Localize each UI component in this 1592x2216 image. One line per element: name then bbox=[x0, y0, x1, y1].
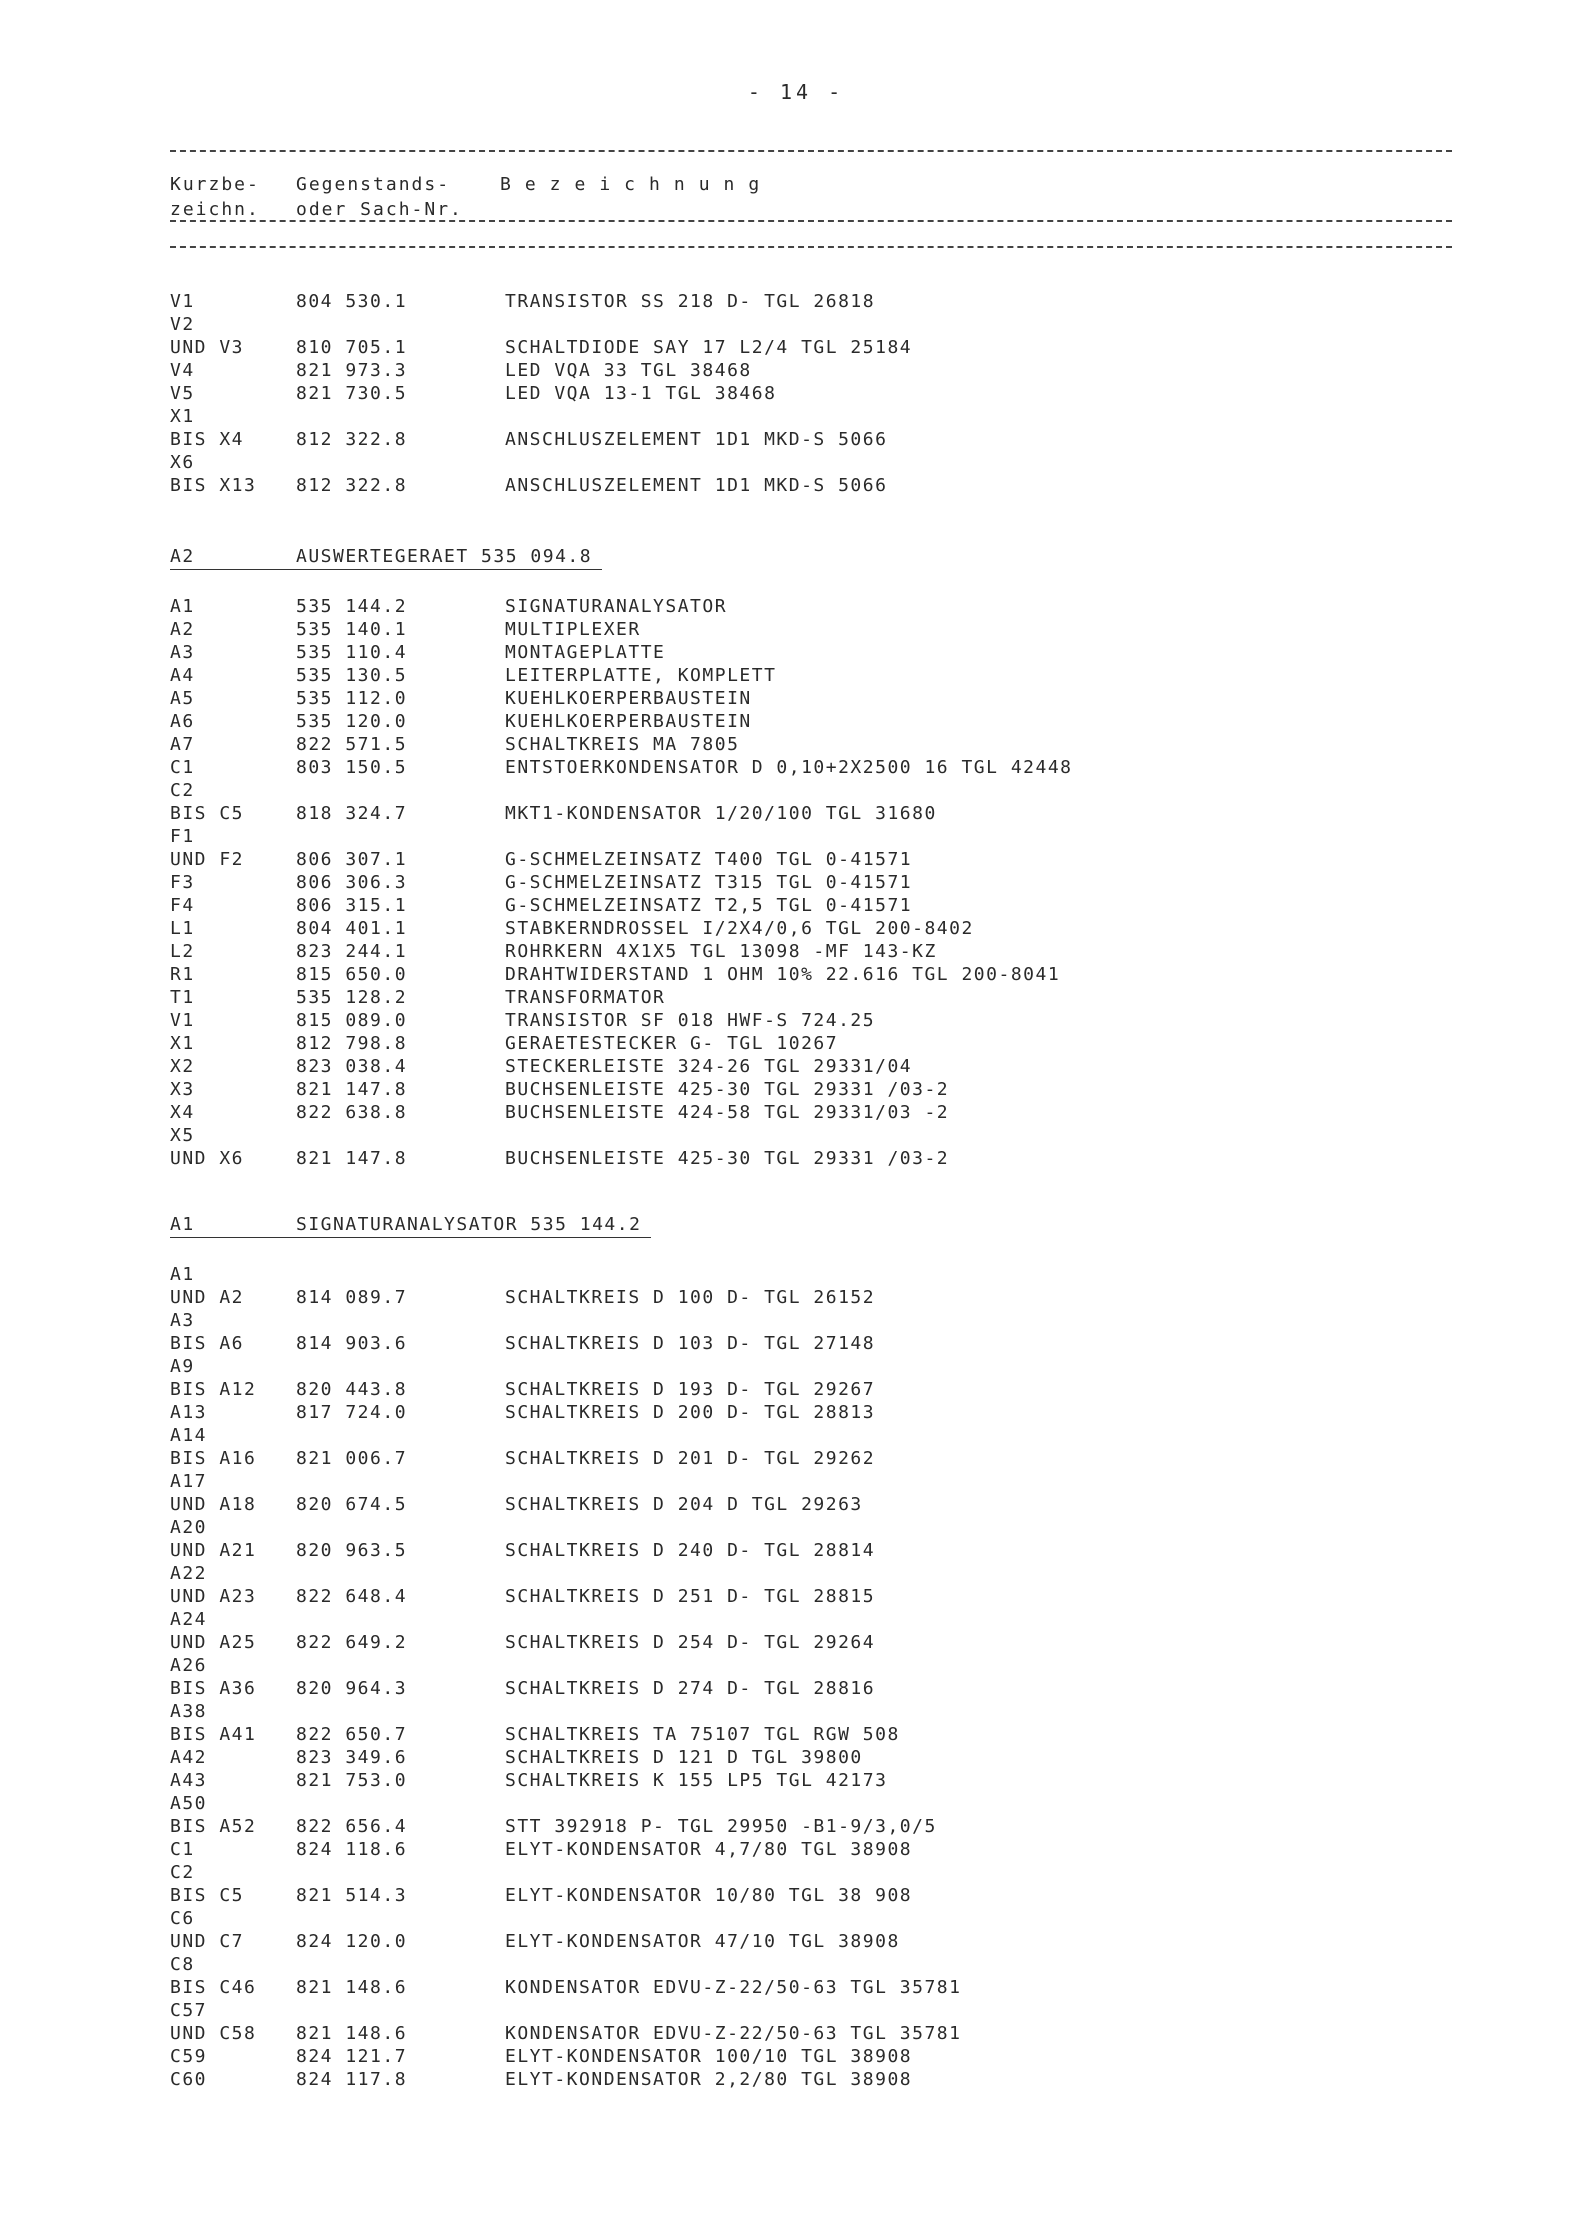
parts-row bbox=[170, 802, 1452, 825]
page-number: - 14 - bbox=[747, 80, 845, 104]
parts-row bbox=[170, 1516, 1452, 1539]
parts-row bbox=[170, 1999, 1452, 2022]
part-reference: A3 bbox=[170, 642, 195, 663]
part-reference: A1 bbox=[170, 596, 195, 617]
part-reference: BIS C46 bbox=[170, 1977, 257, 1998]
parts-row bbox=[170, 710, 1452, 733]
part-number: 812 322.8 bbox=[296, 475, 408, 496]
part-reference: BIS A16 bbox=[170, 1448, 257, 1469]
part-reference: C60 bbox=[170, 2069, 208, 2090]
parts-row bbox=[170, 1700, 1452, 1723]
part-number: 803 150.5 bbox=[296, 757, 408, 778]
part-description: BUCHSENLEISTE 425-30 TGL 29331 /03-2 bbox=[505, 1148, 950, 1169]
part-description: SCHALTKREIS D 251 D- TGL 28815 bbox=[505, 1586, 876, 1607]
parts-row bbox=[170, 1953, 1452, 1976]
part-description: BUCHSENLEISTE 425-30 TGL 29331 /03-2 bbox=[505, 1079, 950, 1100]
parts-row bbox=[170, 1424, 1452, 1447]
parts-row bbox=[170, 1654, 1452, 1677]
part-number: 814 903.6 bbox=[296, 1333, 408, 1354]
part-description: SCHALTDIODE SAY 17 L2/4 TGL 25184 bbox=[505, 337, 913, 358]
part-number: 810 705.1 bbox=[296, 337, 408, 358]
part-reference: F1 bbox=[170, 826, 195, 847]
part-description: SCHALTKREIS MA 7805 bbox=[505, 734, 740, 755]
part-number: 804 401.1 bbox=[296, 918, 408, 939]
part-description: SCHALTKREIS TA 75107 TGL RGW 508 bbox=[505, 1724, 900, 1745]
part-reference: A14 bbox=[170, 1425, 208, 1446]
part-reference: C2 bbox=[170, 1862, 195, 1883]
part-number: 821 514.3 bbox=[296, 1885, 408, 1906]
parts-list-section-2 bbox=[170, 545, 1452, 1170]
part-description: SCHALTKREIS D 193 D- TGL 29267 bbox=[505, 1379, 876, 1400]
parts-list-section-1 bbox=[170, 290, 1452, 497]
parts-row bbox=[170, 940, 1452, 963]
part-description: SCHALTKREIS D 254 D- TGL 29264 bbox=[505, 1632, 876, 1653]
part-number: 822 648.4 bbox=[296, 1586, 408, 1607]
header-bezeichnung: Bezeichnung bbox=[500, 174, 774, 195]
part-number: 824 118.6 bbox=[296, 1839, 408, 1860]
part-reference: C1 bbox=[170, 757, 195, 778]
part-reference: BIS A36 bbox=[170, 1678, 257, 1699]
part-reference: UND C58 bbox=[170, 2023, 257, 2044]
parts-row bbox=[170, 382, 1452, 405]
part-reference: BIS A52 bbox=[170, 1816, 257, 1837]
part-number: 812 322.8 bbox=[296, 429, 408, 450]
part-number: 821 753.0 bbox=[296, 1770, 408, 1791]
parts-row bbox=[170, 1147, 1452, 1170]
part-description: TRANSISTOR SS 218 D- TGL 26818 bbox=[505, 291, 876, 312]
part-reference: UND A18 bbox=[170, 1494, 257, 1515]
parts-row bbox=[170, 1930, 1452, 1953]
parts-row bbox=[170, 1861, 1452, 1884]
part-number: 822 571.5 bbox=[296, 734, 408, 755]
part-reference: UND F2 bbox=[170, 849, 245, 870]
parts-row bbox=[170, 1309, 1452, 1332]
part-number: 535 110.4 bbox=[296, 642, 408, 663]
part-reference: BIS X13 bbox=[170, 475, 257, 496]
parts-row bbox=[170, 641, 1452, 664]
part-description: SCHALTKREIS D 204 D TGL 29263 bbox=[505, 1494, 863, 1515]
part-description: MKT1-KONDENSATOR 1/20/100 TGL 31680 bbox=[505, 803, 937, 824]
parts-row bbox=[170, 2068, 1452, 2091]
part-reference: C57 bbox=[170, 2000, 208, 2021]
part-reference: A17 bbox=[170, 1471, 208, 1492]
part-reference: A1 bbox=[170, 1264, 195, 1285]
part-description: DRAHTWIDERSTAND 1 OHM 10% 22.616 TGL 200-8041 bbox=[505, 964, 1061, 985]
part-reference: X1 bbox=[170, 1033, 195, 1054]
part-reference: A4 bbox=[170, 665, 195, 686]
parts-row bbox=[170, 618, 1452, 641]
parts-row bbox=[170, 664, 1452, 687]
header-sachnummer: Gegenstands- oder Sach-Nr. bbox=[296, 174, 463, 220]
part-reference: UND A25 bbox=[170, 1632, 257, 1653]
part-reference: A43 bbox=[170, 1770, 208, 1791]
parts-row bbox=[170, 290, 1452, 313]
part-reference: A5 bbox=[170, 688, 195, 709]
parts-list-section-3 bbox=[170, 1213, 1452, 2091]
parts-row bbox=[170, 1792, 1452, 1815]
parts-row bbox=[170, 1263, 1452, 1286]
part-description: ELYT-KONDENSATOR 4,7/80 TGL 38908 bbox=[505, 1839, 913, 1860]
parts-row bbox=[170, 1631, 1452, 1654]
section-heading: SIGNATURANALYSATOR 535 144.2 bbox=[296, 1213, 651, 1238]
part-reference: R1 bbox=[170, 964, 195, 985]
parts-row bbox=[170, 1101, 1452, 1124]
parts-row bbox=[170, 1078, 1452, 1101]
parts-row bbox=[170, 1539, 1452, 1562]
part-number: 823 349.6 bbox=[296, 1747, 408, 1768]
part-reference: V4 bbox=[170, 360, 195, 381]
part-description: MONTAGEPLATTE bbox=[505, 642, 666, 663]
part-reference: A22 bbox=[170, 1563, 208, 1584]
part-number: 820 964.3 bbox=[296, 1678, 408, 1699]
part-reference: UND X6 bbox=[170, 1148, 245, 1169]
part-description: SCHALTKREIS D 240 D- TGL 28814 bbox=[505, 1540, 876, 1561]
part-description: ELYT-KONDENSATOR 2,2/80 TGL 38908 bbox=[505, 2069, 913, 2090]
part-reference: C1 bbox=[170, 1839, 195, 1860]
part-number: 806 306.3 bbox=[296, 872, 408, 893]
part-description: ANSCHLUSZELEMENT 1D1 MKD-S 5066 bbox=[505, 475, 888, 496]
parts-row bbox=[170, 1677, 1452, 1700]
part-reference: A42 bbox=[170, 1747, 208, 1768]
parts-row bbox=[170, 986, 1452, 1009]
parts-row bbox=[170, 405, 1452, 428]
parts-row bbox=[170, 825, 1452, 848]
part-number: 812 798.8 bbox=[296, 1033, 408, 1054]
parts-row bbox=[170, 733, 1452, 756]
part-reference: X1 bbox=[170, 406, 195, 427]
part-number: 822 656.4 bbox=[296, 1816, 408, 1837]
part-description: KONDENSATOR EDVU-Z-22/50-63 TGL 35781 bbox=[505, 1977, 962, 1998]
part-number: 824 117.8 bbox=[296, 2069, 408, 2090]
part-number: 824 120.0 bbox=[296, 1931, 408, 1952]
part-reference: A9 bbox=[170, 1356, 195, 1377]
part-description: ELYT-KONDENSATOR 10/80 TGL 38 908 bbox=[505, 1885, 913, 1906]
parts-row bbox=[170, 1032, 1452, 1055]
parts-row bbox=[170, 1746, 1452, 1769]
part-description: ENTSTOERKONDENSATOR D 0,10+2X2500 16 TGL 42448 bbox=[505, 757, 1073, 778]
part-description: STT 392918 P- TGL 29950 -B1-9/3,0/5 bbox=[505, 1816, 937, 1837]
part-reference: A3 bbox=[170, 1310, 195, 1331]
parts-row bbox=[170, 595, 1452, 618]
parts-row bbox=[170, 756, 1452, 779]
part-number: 804 530.1 bbox=[296, 291, 408, 312]
part-number: 535 120.0 bbox=[296, 711, 408, 732]
parts-row bbox=[170, 1493, 1452, 1516]
section-rows bbox=[170, 1263, 1452, 2091]
parts-row bbox=[170, 1769, 1452, 1792]
part-description: SIGNATURANALYSATOR bbox=[505, 596, 728, 617]
dashed-rule-bottom bbox=[170, 246, 1452, 248]
part-description: KUEHLKOERPERBAUSTEIN bbox=[505, 711, 752, 732]
part-reference: A6 bbox=[170, 711, 195, 732]
part-reference: BIS X4 bbox=[170, 429, 245, 450]
part-description: SCHALTKREIS K 155 LP5 TGL 42173 bbox=[505, 1770, 888, 1791]
parts-row bbox=[170, 336, 1452, 359]
part-description: G-SCHMELZEINSATZ T315 TGL 0-41571 bbox=[505, 872, 913, 893]
part-reference: C59 bbox=[170, 2046, 208, 2067]
part-number: 823 038.4 bbox=[296, 1056, 408, 1077]
part-description: BUCHSENLEISTE 424-58 TGL 29331/03 -2 bbox=[505, 1102, 950, 1123]
parts-row bbox=[170, 451, 1452, 474]
parts-row bbox=[170, 871, 1452, 894]
part-number: 806 315.1 bbox=[296, 895, 408, 916]
part-reference: UND A2 bbox=[170, 1287, 245, 1308]
dashed-rule-middle bbox=[170, 220, 1452, 222]
section-rows bbox=[170, 595, 1452, 1170]
part-reference: UND A23 bbox=[170, 1586, 257, 1607]
parts-row bbox=[170, 779, 1452, 802]
part-reference: L2 bbox=[170, 941, 195, 962]
part-number: 535 112.0 bbox=[296, 688, 408, 709]
part-reference: L1 bbox=[170, 918, 195, 939]
parts-row bbox=[170, 428, 1452, 451]
parts-row bbox=[170, 1884, 1452, 1907]
section-ref: A2 bbox=[170, 545, 296, 570]
part-number: 822 650.7 bbox=[296, 1724, 408, 1745]
column-header bbox=[170, 172, 1452, 222]
part-number: 822 649.2 bbox=[296, 1632, 408, 1653]
part-description: G-SCHMELZEINSATZ T2,5 TGL 0-41571 bbox=[505, 895, 913, 916]
part-reference: A50 bbox=[170, 1793, 208, 1814]
parts-row bbox=[170, 1723, 1452, 1746]
part-reference: C2 bbox=[170, 780, 195, 801]
part-number: 821 973.3 bbox=[296, 360, 408, 381]
part-description: LED VQA 13-1 TGL 38468 bbox=[505, 383, 777, 404]
part-description: SCHALTKREIS D 121 D TGL 39800 bbox=[505, 1747, 863, 1768]
parts-row bbox=[170, 687, 1452, 710]
parts-row bbox=[170, 1124, 1452, 1147]
parts-row bbox=[170, 1378, 1452, 1401]
part-reference: A13 bbox=[170, 1402, 208, 1423]
part-number: 818 324.7 bbox=[296, 803, 408, 824]
part-number: 535 144.2 bbox=[296, 596, 408, 617]
part-reference: V2 bbox=[170, 314, 195, 335]
part-description: TRANSFORMATOR bbox=[505, 987, 666, 1008]
part-reference: A24 bbox=[170, 1609, 208, 1630]
part-reference: A20 bbox=[170, 1517, 208, 1538]
parts-row bbox=[170, 359, 1452, 382]
part-number: 535 128.2 bbox=[296, 987, 408, 1008]
part-description: TRANSISTOR SF 018 HWF-S 724.25 bbox=[505, 1010, 876, 1031]
part-description: ELYT-KONDENSATOR 100/10 TGL 38908 bbox=[505, 2046, 913, 2067]
part-number: 815 089.0 bbox=[296, 1010, 408, 1031]
parts-row bbox=[170, 2045, 1452, 2068]
part-reference: X5 bbox=[170, 1125, 195, 1146]
parts-row bbox=[170, 1401, 1452, 1424]
parts-row bbox=[170, 1838, 1452, 1861]
part-number: 822 638.8 bbox=[296, 1102, 408, 1123]
parts-row bbox=[170, 1286, 1452, 1309]
part-reference: A2 bbox=[170, 619, 195, 640]
parts-row bbox=[170, 963, 1452, 986]
part-number: 821 147.8 bbox=[296, 1148, 408, 1169]
parts-row bbox=[170, 917, 1452, 940]
parts-row bbox=[170, 1332, 1452, 1355]
part-reference: A38 bbox=[170, 1701, 208, 1722]
parts-row bbox=[170, 1055, 1452, 1078]
part-description: KUEHLKOERPERBAUSTEIN bbox=[505, 688, 752, 709]
part-reference: C8 bbox=[170, 1954, 195, 1975]
part-description: STABKERNDROSSEL I/2X4/0,6 TGL 200-8402 bbox=[505, 918, 974, 939]
part-description: G-SCHMELZEINSATZ T400 TGL 0-41571 bbox=[505, 849, 913, 870]
parts-row bbox=[170, 1562, 1452, 1585]
part-description: ELYT-KONDENSATOR 47/10 TGL 38908 bbox=[505, 1931, 900, 1952]
parts-row bbox=[170, 1447, 1452, 1470]
part-description: SCHALTKREIS D 200 D- TGL 28813 bbox=[505, 1402, 876, 1423]
part-number: 820 674.5 bbox=[296, 1494, 408, 1515]
part-number: 821 147.8 bbox=[296, 1079, 408, 1100]
part-reference: V1 bbox=[170, 1010, 195, 1031]
part-description: MULTIPLEXER bbox=[505, 619, 641, 640]
section-heading: AUSWERTEGERAET 535 094.8 bbox=[296, 545, 602, 570]
part-number: 821 148.6 bbox=[296, 1977, 408, 1998]
part-number: 820 963.5 bbox=[296, 1540, 408, 1561]
parts-row bbox=[170, 894, 1452, 917]
part-number: 817 724.0 bbox=[296, 1402, 408, 1423]
part-reference: V1 bbox=[170, 291, 195, 312]
part-reference: F3 bbox=[170, 872, 195, 893]
parts-row bbox=[170, 474, 1452, 497]
part-number: 820 443.8 bbox=[296, 1379, 408, 1400]
part-description: ROHRKERN 4X1X5 TGL 13098 -MF 143-KZ bbox=[505, 941, 937, 962]
parts-row bbox=[170, 313, 1452, 336]
part-description: ANSCHLUSZELEMENT 1D1 MKD-S 5066 bbox=[505, 429, 888, 450]
part-number: 535 130.5 bbox=[296, 665, 408, 686]
part-number: 823 244.1 bbox=[296, 941, 408, 962]
part-description: SCHALTKREIS D 274 D- TGL 28816 bbox=[505, 1678, 876, 1699]
dashed-rule-top bbox=[170, 150, 1452, 152]
part-reference: X4 bbox=[170, 1102, 195, 1123]
parts-row bbox=[170, 1470, 1452, 1493]
part-reference: X6 bbox=[170, 452, 195, 473]
parts-row bbox=[170, 1815, 1452, 1838]
part-number: 814 089.7 bbox=[296, 1287, 408, 1308]
parts-row bbox=[170, 1009, 1452, 1032]
part-description: LEITERPLATTE, KOMPLETT bbox=[505, 665, 777, 686]
part-number: 815 650.0 bbox=[296, 964, 408, 985]
part-number: 821 006.7 bbox=[296, 1448, 408, 1469]
part-description: SCHALTKREIS D 201 D- TGL 29262 bbox=[505, 1448, 876, 1469]
part-reference: V5 bbox=[170, 383, 195, 404]
part-number: 806 307.1 bbox=[296, 849, 408, 870]
part-description: KONDENSATOR EDVU-Z-22/50-63 TGL 35781 bbox=[505, 2023, 962, 2044]
parts-row bbox=[170, 848, 1452, 871]
part-reference: BIS A41 bbox=[170, 1724, 257, 1745]
part-description: LED VQA 33 TGL 38468 bbox=[505, 360, 752, 381]
part-reference: X3 bbox=[170, 1079, 195, 1100]
part-description: STECKERLEISTE 324-26 TGL 29331/04 bbox=[505, 1056, 913, 1077]
part-reference: BIS C5 bbox=[170, 1885, 245, 1906]
section-title bbox=[170, 1213, 1452, 1241]
part-reference: UND C7 bbox=[170, 1931, 245, 1952]
part-reference: BIS A12 bbox=[170, 1379, 257, 1400]
part-reference: A26 bbox=[170, 1655, 208, 1676]
part-reference: F4 bbox=[170, 895, 195, 916]
part-reference: A7 bbox=[170, 734, 195, 755]
part-description: SCHALTKREIS D 103 D- TGL 27148 bbox=[505, 1333, 876, 1354]
header-kurzbezeichnung: Kurzbe- zeichn. bbox=[170, 174, 260, 220]
part-reference: T1 bbox=[170, 987, 195, 1008]
part-number: 821 730.5 bbox=[296, 383, 408, 404]
section-title bbox=[170, 545, 1452, 573]
part-reference: X2 bbox=[170, 1056, 195, 1077]
parts-row bbox=[170, 1355, 1452, 1378]
part-description: SCHALTKREIS D 100 D- TGL 26152 bbox=[505, 1287, 876, 1308]
part-reference: UND V3 bbox=[170, 337, 245, 358]
section-ref: A1 bbox=[170, 1213, 296, 1238]
part-reference: BIS A6 bbox=[170, 1333, 245, 1354]
part-reference: C6 bbox=[170, 1908, 195, 1929]
parts-row bbox=[170, 1585, 1452, 1608]
parts-row bbox=[170, 1976, 1452, 1999]
part-number: 824 121.7 bbox=[296, 2046, 408, 2067]
part-number: 821 148.6 bbox=[296, 2023, 408, 2044]
part-description: GERAETESTECKER G- TGL 10267 bbox=[505, 1033, 839, 1054]
parts-row bbox=[170, 2022, 1452, 2045]
part-number: 535 140.1 bbox=[296, 619, 408, 640]
parts-row bbox=[170, 1907, 1452, 1930]
part-reference: UND A21 bbox=[170, 1540, 257, 1561]
part-reference: BIS C5 bbox=[170, 803, 245, 824]
parts-row bbox=[170, 1608, 1452, 1631]
